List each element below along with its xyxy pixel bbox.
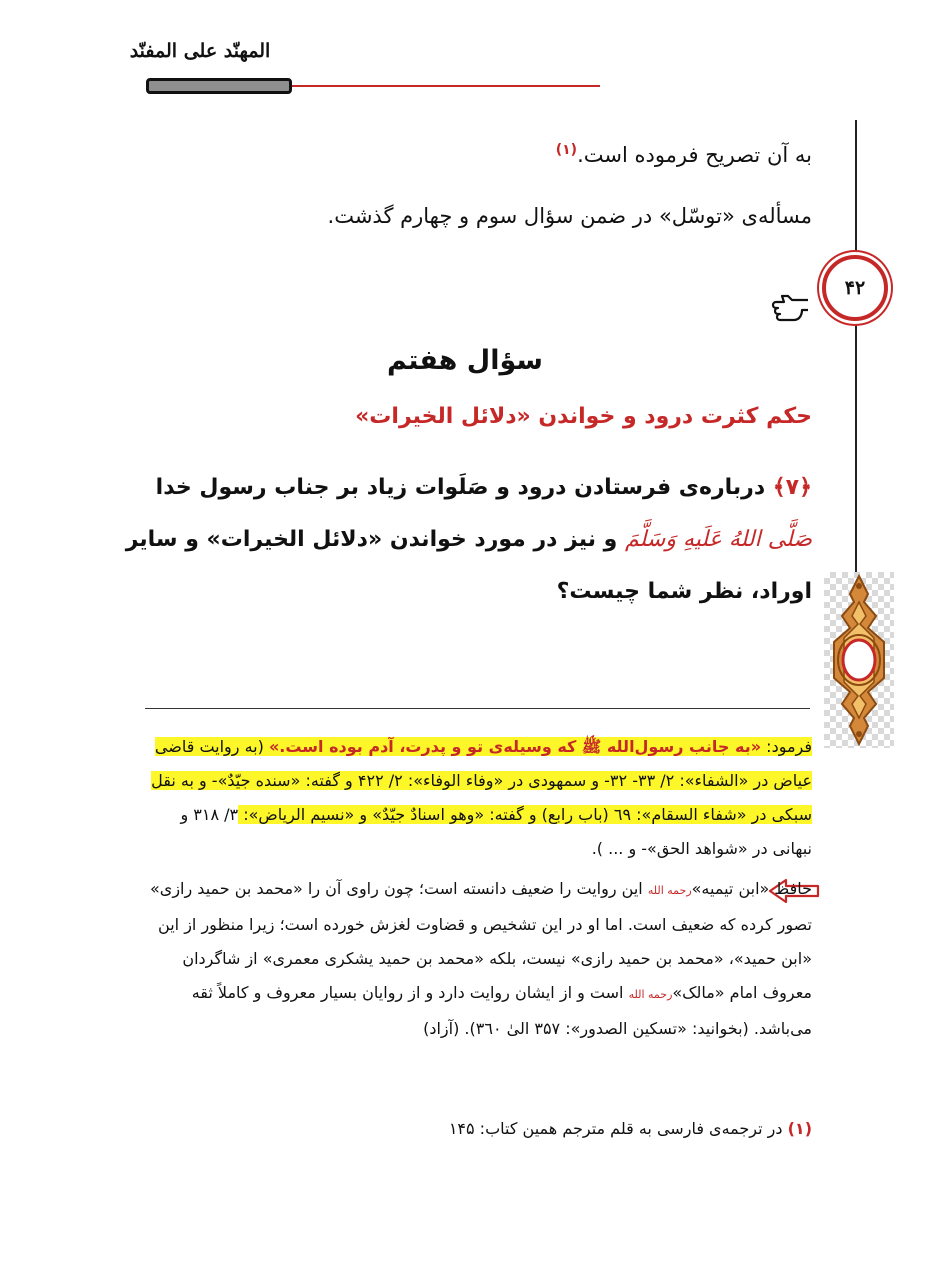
footnote-separator [145, 708, 810, 709]
honorific-1: رحمه الله [647, 884, 692, 897]
header-red-rule [292, 85, 600, 87]
note-part-2: این روایت را ضعیف دانسته است؛ چون راوی آن را «محمد بن حمید رازی» تصور کرده که ضعیف است. اما او در این تشخیص و قضاوت لغزش خورده است؛ زیرا منظور از این «ابن حمید»، «محمد بن حمید رازی» نیست، بلکه «محمد بن حمید یشکری معمری» از شاگردان معروف امام «مالک» [150, 879, 812, 1002]
footnote-sources: (به روایت قاضی عیاض در «الشفاء»: ۲/ ۳۳- ۳۲- و سمهودی در «وفاء الوفاء»: ۲/ ۴۲۲ و گفته: «سنده جيّدٌ»- و به نقل سبکی در «شفاء السقام»: ٦٩ (باب رابع) و گفته: «وهو اسنادٌ جيّدٌ» و «نسيم الرياض»: [151, 737, 812, 824]
honorific-2: رحمه الله [628, 988, 673, 1001]
footnote-sources-tail: ۳/ ۳۱۸ و نبهانی در «شواهد الحق»- و ... ). [180, 805, 812, 858]
footnote-ref-1[interactable]: (۱) [555, 142, 578, 158]
ornament-icon [824, 572, 894, 748]
footnote-intro: فرمود: [766, 737, 812, 756]
note-part-3: است و از ایشان روایت دارد و از روایان بسیار معروف و کاملاً ثقه می‌باشد. (بخوانید: «تسکین الصدور»: ۳۵۷ الیٰ ۳٦۰). (آزاد) [191, 983, 812, 1038]
margin-rule [855, 120, 857, 580]
question-subheading: حکم کثرت درود و خواندن «دلائل الخیرات» [355, 404, 812, 429]
paragraph-1 [556, 130, 812, 175]
page-number: ۴۲ [822, 255, 888, 321]
question-line-1: درباره‌ی فرستادن درود و صَلَوات زیاد بر جناب رسول خدا [155, 475, 766, 500]
paragraph-2: مسأله‌ی «توسّل» در ضمن سؤال سوم و چهارم گذشت. [327, 204, 812, 228]
question-line-2: و نیز در مورد خواندن «دلائل الخیرات» و سایر اوراد، نظر شما چیست؟ [125, 527, 812, 604]
running-header-title: المهنّد على المفنّد [129, 40, 271, 62]
salawat-phrase: صَلَّى اللهُ عَلَيهِ وَسَلَّمَ [625, 527, 812, 552]
footnote-quote: «به جانب رسول‌الله ﷺ که وسیله‌ی تو و پدرت، آدم بوده است.» [268, 737, 762, 756]
paragraph-1-text: به آن تصریح فرموده است. [577, 143, 812, 167]
footnote-number: (۱) [787, 1119, 812, 1138]
footnote-text: در ترجمه‌ی فارسی به قلم مترجم همین کتاب: ۱۴۵ [448, 1119, 783, 1138]
header-decoration-bar [146, 78, 292, 94]
note-part-1: حافظ «ابن تیمیه» [691, 879, 812, 898]
footnote-highlighted [144, 730, 812, 866]
pointing-hand-icon [768, 292, 812, 328]
footnote-1 [144, 1112, 812, 1146]
question-heading: سؤال هفتم [387, 345, 543, 376]
question-text [112, 462, 812, 618]
question-number: ﴿۷﴾ [772, 475, 812, 500]
translator-note [144, 872, 812, 1046]
